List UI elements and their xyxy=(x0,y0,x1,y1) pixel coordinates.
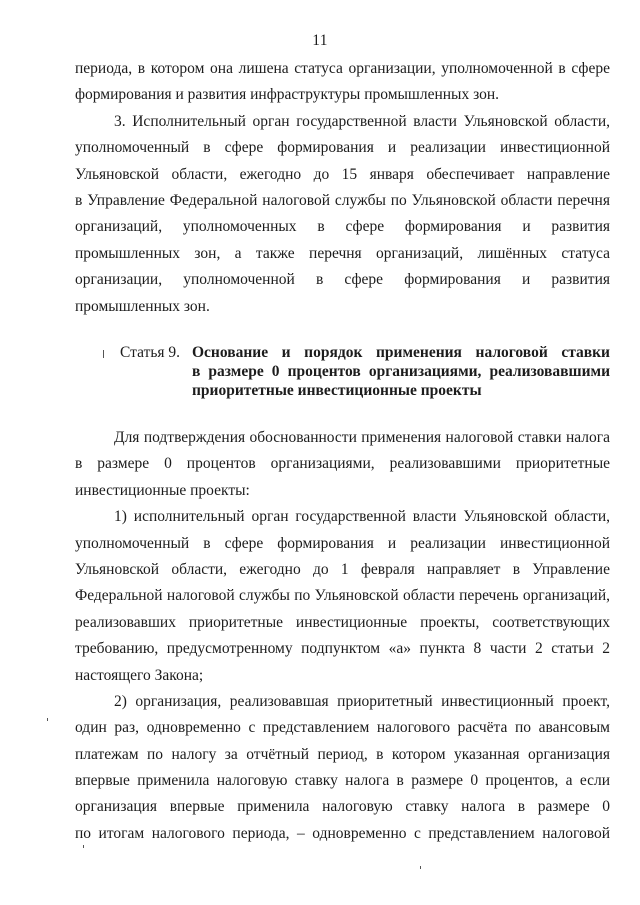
text-line: Ульяновской области, ежегодно до 15 января обеспечивает направление xyxy=(75,165,610,183)
text-line: периода, в котором она лишена статуса организации, уполномоченной в сфере xyxy=(75,60,610,77)
scan-mark xyxy=(420,866,421,869)
text-line: в размере 0 процентов организациями, реализовавшими приоритетные xyxy=(75,455,610,473)
text-line: уполномоченный в сфере формирования и реализации инвестиционной xyxy=(75,534,610,552)
text-line: один раз, одновременно с представлением налогового расчёта по авансовым xyxy=(75,719,610,737)
paragraph-start-line: Для подтверждения обоснованности применения налоговой ставки налога xyxy=(114,429,610,446)
text-line: по итогам налогового периода, – одновременно с представлением налоговой xyxy=(75,824,610,842)
paragraph-start-line: 1) исполнительный орган государственной власти Ульяновской области, xyxy=(114,508,610,526)
article-title-line: приоритетные инвестиционные проекты xyxy=(192,382,482,399)
text-line: формирования и развития инфраструктуры промышленных зон. xyxy=(75,86,500,104)
text-line: Ульяновской области, ежегодно до 1 февраля направляет в Управление xyxy=(75,560,610,578)
text-line: промышленных зон, а также перечня организаций, лишённых статуса xyxy=(75,244,610,262)
text-block-bottom xyxy=(75,425,610,847)
text-line: настоящего Закона; xyxy=(75,666,204,684)
text-line: реализовавших приоритетные инвестиционные проекты, соответствующих xyxy=(75,613,610,631)
article-title xyxy=(192,343,610,400)
scan-mark xyxy=(103,350,104,358)
scan-mark xyxy=(47,718,48,721)
text-line: промышленных зон. xyxy=(75,297,210,315)
article-label: Статья 9. xyxy=(120,344,181,361)
paragraph-start-line: 3. Исполнительный орган государственной власти Ульяновской области, xyxy=(114,112,610,130)
text-line: впервые применила налоговую ставку налога в размере 0 процентов, а если xyxy=(75,772,610,790)
text-line: Федеральной налоговой службы по Ульяновской области перечень организаций, xyxy=(75,587,610,605)
text-line: платежам по налогу за отчётный период, в котором указанная организация xyxy=(75,745,610,763)
text-line: в Управление Федеральной налоговой службы по Ульяновской области перечня xyxy=(75,191,610,209)
text-line: уполномоченный в сфере формирования и реализации инвестиционной xyxy=(75,139,610,157)
text-line: организаций, уполномоченных в сфере формирования и развития xyxy=(75,218,610,236)
article-title-line: Основание и порядок применения налоговой ставки xyxy=(192,344,610,361)
text-line: инвестиционные проекты: xyxy=(75,481,250,499)
article-title-line: в размере 0 процентов организациями, реализовавшими xyxy=(192,363,610,380)
text-line: организации, уполномоченной в сфере формирования и развития xyxy=(75,271,610,289)
text-block-top xyxy=(75,56,610,320)
page-number: 11 xyxy=(312,32,328,49)
text-line: требованию, предусмотренному подпунктом «а» пункта 8 части 2 статьи 2 xyxy=(75,640,610,658)
paragraph-start-line: 2) организация, реализовавшая приоритетный инвестиционный проект, xyxy=(114,692,610,710)
text-line: организация впервые применила налоговую ставку налога в размере 0 xyxy=(75,798,610,816)
